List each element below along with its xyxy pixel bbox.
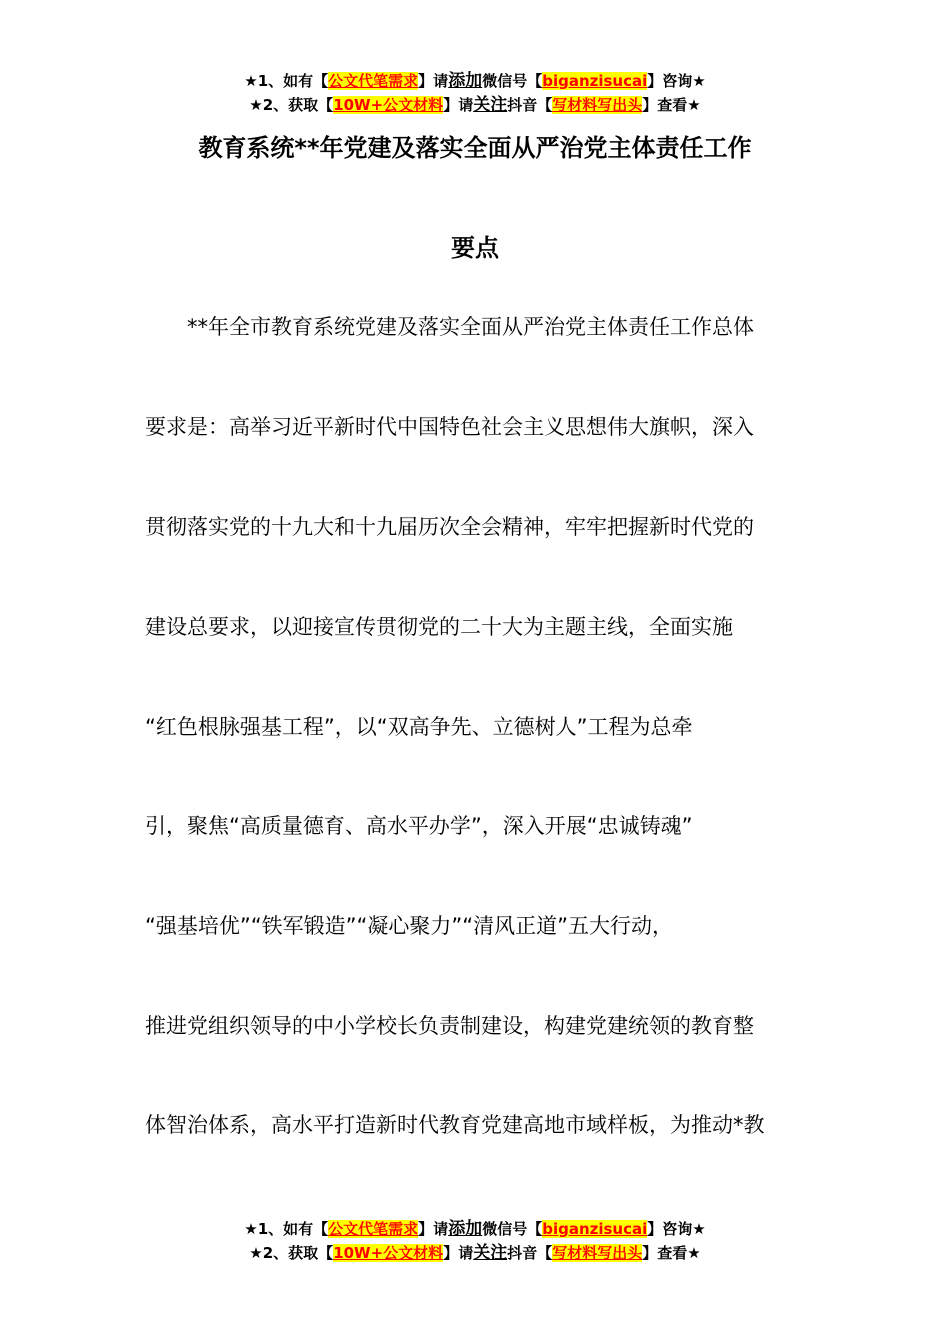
footer-ad-line-1 (0, 1218, 950, 1240)
ad-emphasis: 关注 (473, 1243, 508, 1263)
ad-text: ★1、如有【 (244, 1220, 329, 1238)
ad-highlight: 公文代笔需求 (328, 72, 419, 90)
ad-text: 微信号【 (482, 72, 543, 90)
footer-ad-line-2 (0, 1242, 950, 1264)
ad-highlight: 10W+公文材料 (333, 1244, 444, 1262)
ad-text: 】请 (443, 96, 474, 114)
body-line-6: 引，聚焦“高质量德育、高水平办学”，深入开展“忠诚铸魂” (145, 814, 693, 838)
body-line-8: 推进党组织领导的中小学校长负责制建设，构建党建统领的教育整 (145, 1014, 754, 1038)
ad-douyin-id: 写材料写出头 (552, 96, 643, 114)
body-line-1: **年全市教育系统党建及落实全面从严治党主体责任工作总体 (187, 315, 754, 339)
ad-emphasis: 添加 (448, 1219, 483, 1239)
ad-emphasis: 关注 (473, 95, 508, 115)
document-title-line-2: 要点 (451, 234, 499, 262)
ad-text: 】咨询★ (647, 1220, 706, 1238)
ad-text: 】请 (418, 72, 449, 90)
body-line-2: 要求是：高举习近平新时代中国特色社会主义思想伟大旗帜，深入 (145, 415, 754, 439)
ad-highlight: 公文代笔需求 (328, 1220, 419, 1238)
body-line-5: “红色根脉强基工程”，以“双高争先、立德树人”工程为总牵 (145, 715, 693, 739)
body-line-7: “强基培优”“铁军锻造”“凝心聚力”“清风正道”五大行动， (145, 914, 674, 938)
ad-wechat-id: biganzisucai (542, 72, 648, 90)
ad-text: 】咨询★ (647, 72, 706, 90)
ad-highlight: 10W+公文材料 (333, 96, 444, 114)
ad-emphasis: 添加 (448, 71, 483, 91)
ad-text: 】查看★ (642, 1244, 701, 1262)
ad-text: 抖音【 (507, 96, 553, 114)
ad-wechat-id: biganzisucai (542, 1220, 648, 1238)
body-line-9: 体智治体系，高水平打造新时代教育党建高地市域样板，为推动*教 (145, 1113, 765, 1137)
body-line-4: 建设总要求，以迎接宣传贯彻党的二十大为主题主线，全面实施 (145, 615, 733, 639)
ad-text: 】查看★ (642, 96, 701, 114)
document-title-line-1: 教育系统**年党建及落实全面从严治党主体责任工作 (198, 134, 752, 162)
ad-text: 】请 (443, 1244, 474, 1262)
ad-text: ★1、如有【 (244, 72, 329, 90)
header-ad-line-2 (0, 94, 950, 116)
ad-text: ★2、获取【 (249, 96, 334, 114)
ad-text: ★2、获取【 (249, 1244, 334, 1262)
ad-text: 】请 (418, 1220, 449, 1238)
header-ad-line-1 (0, 70, 950, 92)
ad-text: 微信号【 (482, 1220, 543, 1238)
ad-douyin-id: 写材料写出头 (552, 1244, 643, 1262)
ad-text: 抖音【 (507, 1244, 553, 1262)
body-line-3: 贯彻落实党的十九大和十九届历次全会精神，牢牢把握新时代党的 (145, 515, 754, 539)
